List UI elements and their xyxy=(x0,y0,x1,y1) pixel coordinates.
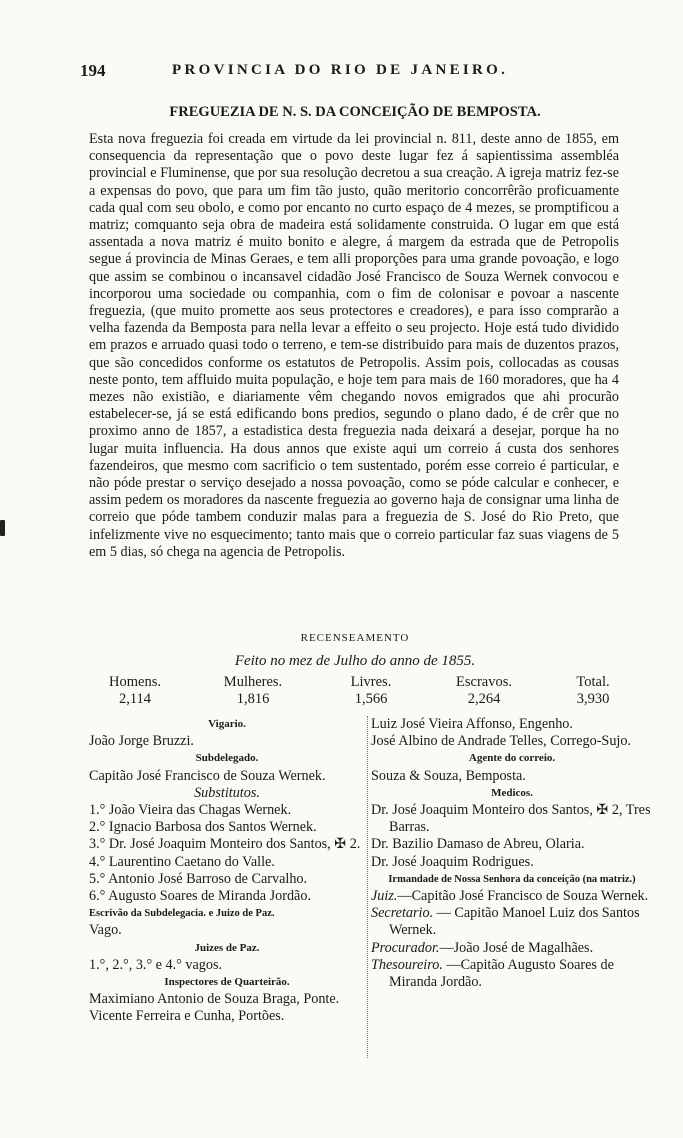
body-paragraph: Esta nova freguezia foi creada em virtude da lei provincial n. 811, deste anno de 1855, em consequencia da representação que o povo deste lugar fez á sapientissima assembléa provincial e Fluminense, que por sua resolução decretou a sua creação. A igreja matriz fez-se a expensas do povo, que para um fim tão justo, quão meritorio concorrêrão proficuamente cada qual com seu obolo, e como por encanto no curto espaço de 4 mezes, se promptificou a matriz; comquanto seja obra de madeira está solidamente construida. O lugar em que está assentada a nova matriz é muito bonito e alegre, á margem da estrada que de Petropolis segue á provincia de Minas Geraes, e tem alli proporções para uma grande povoação, e logo que assim se combinou o incansavel cidadão José Francisco de Souza Wernek convocou e incorporou uma sociedade ou companhia, com o fim de colonisar e povoar a nascente freguezia, (que muito promette aos seus protectores e creadores), e para isso comprarão a velha fazenda da Bemposta para nella levar a effeito o seu projecto. Hoje está tudo dividido em prazos e arruado quasi todo o terreno, e tem-se distribuido para mais de duzentos prazos, que são concedidos conforme os estatutos de Petropolis. Assim pois, collocadas as cousas neste ponto, tem affluido muita população, e hoje tem para mais de 160 moradores, que ha 4 mezes não existião, e diariamente vêm chegando novos emigrados que ahi procurão estabelecer-se, já se está edificando bons predios, segundo o plano dado, é de crêr que no proximo anno de 1857, a estadistica desta freguezia nada deixará a desejar, porque ha no lugar muita influencia. Ha dous annos que existe aqui um correio á custa dos senhores fazendeiros, que mesmo com sacrificio o tem sustentado, porém esse correio é particular, e não póde prestar o serviço desejado a nossa povoação, como se póde calcular e conhecer, e assim pedem os moradores da nascente freguezia ao governo haja de consignar uma linha de correio que póde tambem conduzir malas para a freguezia de S. José do Rio Preto, que infelizmente vive no esquecimento; tanto mais que o correio particular faz suas viagens de 5 em 5 dias, só chega na agencia de Petropolis. xyxy=(89,131,619,560)
irmandade-member: —Capitão José Francisco de Souza Wernek. xyxy=(397,888,649,905)
irmandade-member: —Capitão Augusto Soares de Miranda Jordão. xyxy=(389,956,614,991)
census-value: 3,930 xyxy=(576,691,610,707)
census-value: 2,114 xyxy=(118,691,152,707)
substitutos-heading: Substitutos. xyxy=(194,784,260,801)
census-label: Homens. xyxy=(109,674,161,690)
census-value: 2,264 xyxy=(467,691,501,707)
irmandade-role: Juiz. xyxy=(371,888,398,905)
page-header xyxy=(80,61,550,83)
inspector-item: Vicente Ferreira e Cunha, Portões. xyxy=(89,1008,285,1025)
census-col-mulheres xyxy=(208,674,298,708)
right-column xyxy=(367,716,653,1058)
census-heading: RECENSEAMENTO xyxy=(300,632,410,644)
escrivao-value: Vago. xyxy=(89,922,122,939)
census-label: Escravos. xyxy=(456,674,512,690)
engenho-item: José Albino de Andrade Telles, Corrego-Sujo. xyxy=(371,733,631,750)
census-table xyxy=(100,674,640,710)
irmandade-role: Secretario. xyxy=(371,905,434,922)
medico-item: Dr. Bazilio Damaso de Abreu, Olaria. xyxy=(371,836,585,853)
irmandade-item xyxy=(371,888,653,905)
irmandade-heading: Irmandade de Nossa Senhora da conceição (na matriz.) xyxy=(388,873,636,885)
census-col-livres xyxy=(336,674,406,708)
substituto-item: 2.° Ignacio Barbosa dos Santos Wernek. xyxy=(89,819,317,836)
irmandade-item xyxy=(371,957,653,991)
irmandade-role: Procurador. xyxy=(371,939,440,956)
irmandade-member: — Capitão Manoel Luiz dos Santos Wernek. xyxy=(389,905,640,939)
irmandade-member: —João José de Magalhães. xyxy=(439,939,594,956)
substituto-item: 5.° Antonio José Barroso de Carvalho. xyxy=(89,870,308,887)
subdelegado-heading: Subdelegado. xyxy=(195,752,259,765)
juizes-value: 1.°, 2.°, 3.° e 4.° vagos. xyxy=(89,956,223,973)
census-value: 1,816 xyxy=(236,691,270,707)
vigario-heading: Vigario. xyxy=(208,718,246,730)
substituto-item: 6.° Augusto Soares de Miranda Jordão. xyxy=(89,888,311,905)
census-col-homens xyxy=(100,674,170,708)
medico-item: Dr. José Joaquim Rodrigues. xyxy=(371,853,534,870)
medico-item: Dr. José Joaquim Monteiro dos Santos, ✠ 2, Tres Barras. xyxy=(371,802,651,836)
left-column xyxy=(89,716,365,1026)
substituto-item: 3.° Dr. José Joaquim Monteiro dos Santos, ✠ 2. xyxy=(89,836,361,853)
agente-value: Souza & Souza, Bemposta. xyxy=(371,767,526,784)
census-subtitle: Feito no mez de Julho do anno de 1855. xyxy=(234,653,476,669)
census-col-escravos xyxy=(444,674,524,708)
substituto-item: 1.° João Vieira das Chagas Wernek. xyxy=(89,802,292,819)
irmandade-item xyxy=(371,905,653,939)
engenho-item: Luiz José Vieira Affonso, Engenho. xyxy=(371,716,573,732)
binding-mark xyxy=(0,520,5,536)
census-label: Mulheres. xyxy=(223,674,283,690)
juizes-heading: Juizes de Paz. xyxy=(194,941,260,954)
irmandade-item xyxy=(371,940,653,957)
medicos-heading: Medicos. xyxy=(491,786,533,799)
irmandade-role: Thesoureiro. xyxy=(371,956,443,973)
census-label: Livres. xyxy=(350,674,392,690)
running-title: PROVINCIA DO RIO DE JANEIRO. xyxy=(172,62,509,78)
agente-heading: Agente do correio. xyxy=(468,752,556,765)
inspector-item: Maximiano Antonio de Souza Braga, Ponte. xyxy=(89,991,340,1008)
escrivao-heading: Escrivão da Subdelegacia. e Juizo de Paz. xyxy=(89,908,275,920)
census-col-total xyxy=(558,674,628,708)
census-value: 1,566 xyxy=(354,691,388,707)
substituto-item: 4.° Laurentino Caetano do Valle. xyxy=(89,853,275,870)
census-label: Total. xyxy=(576,674,610,690)
vigario-name: João Jorge Bruzzi. xyxy=(89,733,194,750)
inspectores-heading: Inspectores de Quarteirão. xyxy=(164,976,290,989)
section-title: FREGUEZIA DE N. S. DA CONCEIÇÃO DE BEMPOSTA. xyxy=(169,104,541,120)
page-number: 194 xyxy=(80,61,106,80)
subdelegado-name: Capitão José Francisco de Souza Wernek. xyxy=(89,767,326,784)
